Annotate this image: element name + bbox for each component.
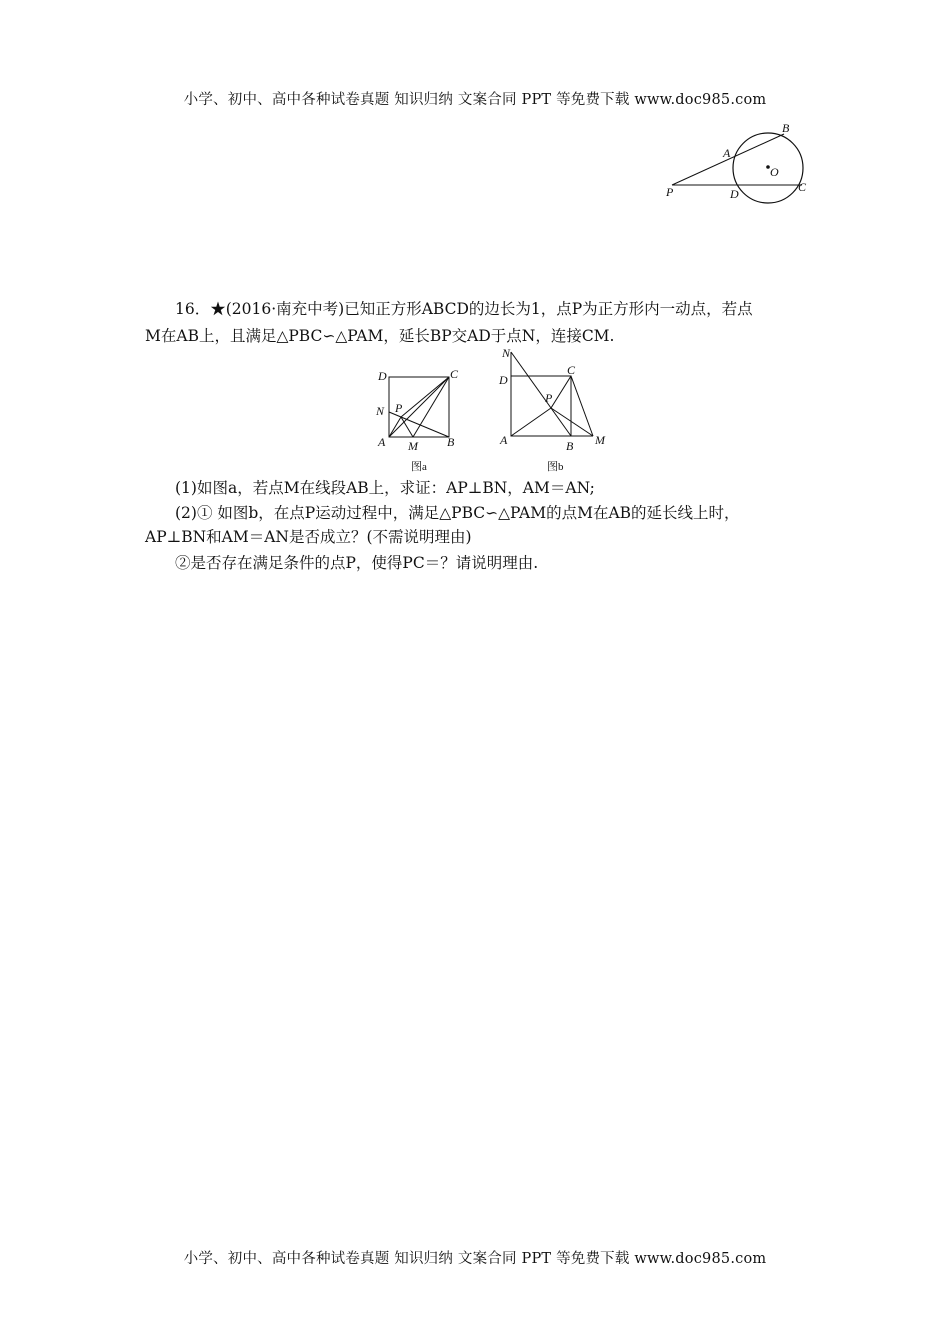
problem-line-2: M在AB上，且满足△PBC∽△PAM，延长BP交AD于点N，连接CM. (145, 327, 615, 345)
page-header: 小学、初中、高中各种试卷真题 知识归纳 文案合同 PPT 等免费下载 www.doc985.com (183, 92, 767, 108)
question-2-part-2: ②是否存在满足条件的点P，使得PC＝？请说明理由. (175, 554, 539, 572)
label-c: C (567, 363, 576, 377)
figure-b (495, 346, 625, 471)
label-n: N (376, 404, 385, 418)
label-p: P (666, 185, 674, 199)
question-2-line-1: (2)① 如图b，在点P运动过程中，满足△PBC∽△PAM的点M在AB的延长线上时， (175, 504, 740, 522)
segment-pm (551, 408, 593, 436)
caption-b: 图b (547, 461, 564, 473)
page-footer: 小学、初中、高中各种试卷真题 知识归纳 文案合同 PPT 等免费下载 www.doc985.com (183, 1251, 767, 1267)
segment-pc (551, 376, 571, 408)
label-a: A (378, 435, 386, 449)
label-p: P (545, 391, 553, 405)
problem-line-1-rest: )已知正方形ABCD的边长为1，点P为正方形内一动点，若点 (338, 300, 753, 318)
label-a: A (723, 146, 731, 160)
question-2-line-2: AP⊥BN和AM＝AN是否成立？(不需说明理由) (145, 528, 472, 546)
label-d: D (378, 369, 387, 383)
label-m: M (408, 439, 418, 453)
segment-bn (389, 412, 449, 437)
problem-line-1 (145, 298, 810, 320)
square-abcd (511, 376, 571, 436)
label-b: B (566, 439, 574, 453)
label-b: B (782, 121, 790, 135)
label-o: O (770, 165, 779, 179)
segment-cm (571, 376, 593, 436)
label-p: P (395, 401, 403, 415)
circle-figure (660, 118, 830, 208)
segment-ap (511, 408, 551, 436)
label-d: D (499, 373, 508, 387)
problem-number: 16．★(2016· (175, 300, 277, 318)
problem-source: 南充中考 (276, 300, 339, 318)
label-c: C (798, 180, 807, 194)
caption-a: 图a (411, 461, 427, 473)
segment-pc (401, 377, 449, 417)
figure-a (373, 367, 463, 472)
label-m: M (595, 433, 605, 447)
question-1: (1)如图a，若点M在线段AB上，求证：AP⊥BN，AM＝AN; (175, 479, 595, 497)
label-d: D (730, 187, 739, 201)
label-c: C (450, 367, 459, 381)
label-n: N (502, 346, 511, 360)
segment-nb (511, 352, 571, 436)
label-a: A (500, 433, 508, 447)
label-b: B (447, 435, 455, 449)
